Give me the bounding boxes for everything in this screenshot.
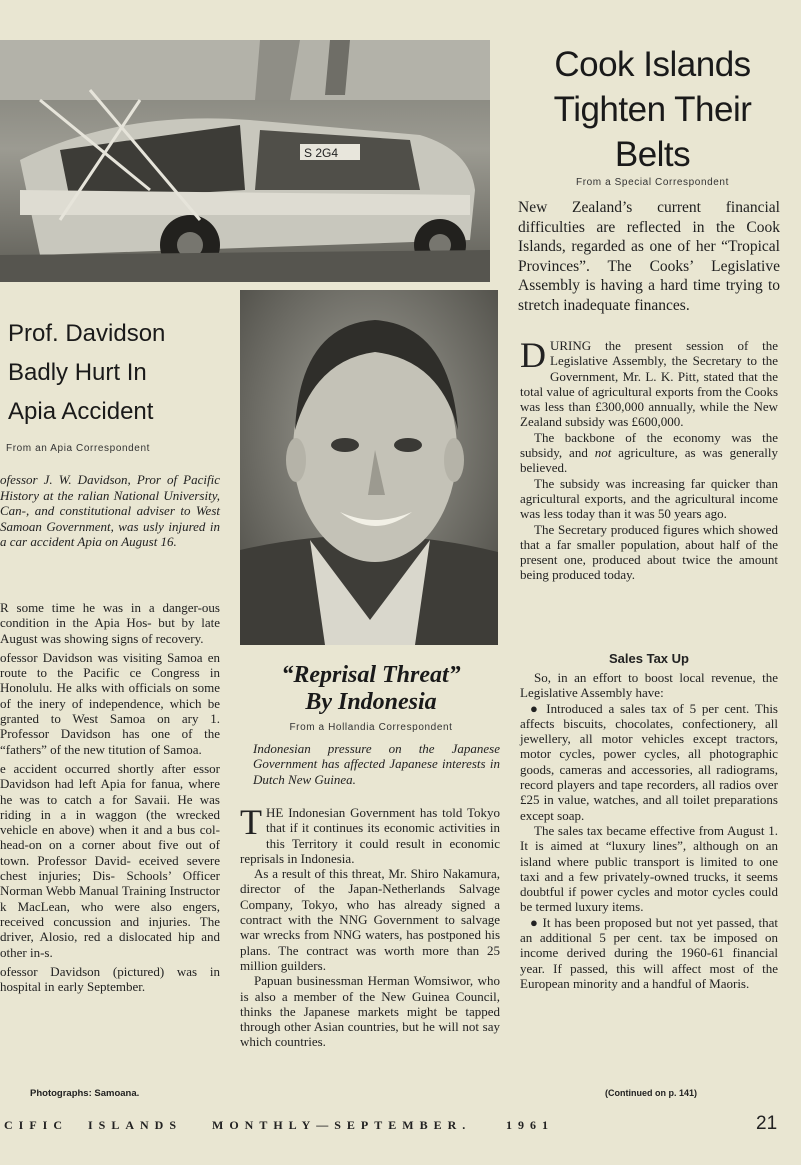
footer-issue: MONTHLY—SEPTEMBER.	[212, 1118, 472, 1132]
cook-paragraph: The sales tax became effective from August 1. It is aimed at “luxury lines”, although on an island where public transport is limited to one taxi and a few privately-owned trucks, it seems doubtful if power cycles and motor cycles could be termed luxury items.	[520, 822, 778, 915]
cook-paragraph: So, in an effort to boost local revenue, the Legislative Assembly have:	[520, 670, 778, 701]
footer-magazine-word: ISLANDS	[88, 1118, 183, 1132]
davidson-lead: ofessor J. W. Davidson, Pror of Pacific History at the ralian National University, Can-, and constitutional adviser to West Samoan Government, was usly injured in a car accident Apia on August 16.	[0, 472, 220, 549]
page-number: 21	[756, 1113, 778, 1134]
bullet-icon: ●	[530, 700, 541, 716]
cook-bullet-paragraph: ● It has been proposed but not yet passed, that an additional 5 per cent. tax be imposed on income derived during the 1960-61 financial year. If passed, this will affect most of the European minority and a handful of Maoris.	[520, 914, 779, 991]
footer-magazine-word: CIFIC	[4, 1118, 69, 1132]
davidson-paragraph: e accident occurred shortly after essor Davidson had left Apia for fanua, where he was to catch a for Savaii. He was riding in a in waggon (the wrecked vehicle en above) when it and a bus col- head-on on a corner about five out of town. Professor David- eceived severe chest injuries; Dis- Schools’ Officer Norman Webb Manual Training Instructor k MacLean, who were also engers, received concussion and injuries. The driver, Alosio, red a dislocated hip and other in-s.	[0, 760, 220, 960]
davidson-byline: From an Apia Correspondent	[6, 443, 151, 454]
reprisal-lead: Indonesian pressure on the Japanese Government has affected Japanese interests in Dutch New Guinea.	[253, 741, 500, 787]
sales-tax-subheading: Sales Tax Up	[609, 651, 689, 666]
continued-note: (Continued on p. 141)	[605, 1088, 697, 1098]
davidson-paragraph: ofessor Davidson (pictured) was in hospital in early September.	[0, 963, 220, 995]
reprisal-paragraph: Papuan businessman Herman Womsiwor, who is also a member of the New Guinea Council, thinks the Japanese markets might be tapped through other Asian countries, but he will not say which countries.	[240, 973, 500, 1050]
reprisal-headline: “Reprisal Threat” By Indonesia	[281, 662, 461, 715]
davidson-paragraph: ofessor Davidson was visiting Samoa en route to the Pacific ce Congress in Honolulu. He alks with officials on some of the inery of independence, which be granted to West Samoa on ary 1. Professor Davidson has one of the “fathers” of the new titution of Samoa.	[0, 649, 220, 757]
cook-islands-headline: Cook Islands Tighten Their Belts	[553, 45, 752, 174]
cook-paragraph: DURING the present session of the Legislative Assembly, the Secretary to the Government, Mr. L. K. Pitt, stated that the total value of agricultural exports from the Cooks was less than £300,000 annually, while the New Zealand subsidy was £600,000.	[520, 335, 778, 430]
reprisal-body	[240, 802, 500, 1050]
davidson-paragraph: R some time he was in a danger-ous condition in the Apia Hos- but by late August was showing signs of recovery.	[0, 600, 220, 646]
cook-islands-body	[520, 335, 779, 583]
reprisal-byline: From a Hollandia Correspondent	[289, 722, 453, 733]
cook-islands-intro: New Zealand’s current financial difficulties are reflected in the Cook Islands, regarded as one of her “Tropical Provinces”. The Cooks’ Legislative Assembly is having a hard time trying to stretch inadequate finances.	[518, 199, 780, 314]
car-wreck-photo	[0, 40, 490, 282]
footer-year: 1961	[506, 1118, 554, 1132]
license-plate-text: S 2G4	[304, 146, 339, 160]
davidson-body	[0, 600, 220, 994]
page-footer	[0, 1118, 801, 1140]
cook-bullet-paragraph: ● Introduced a sales tax of 5 per cent. This affects biscuits, chocolates, confectionery, all jewellery, all motor vehicles except tractors, motor cycles, power cycles, all photographic goods, cameras and accessories, all radiograms, record players and tape recorders, all radios over £25 in value, watches, and all toilet preparations except soap.	[520, 700, 778, 823]
bullet-icon: ●	[530, 914, 539, 930]
reprisal-paragraph: THE Indonesian Government has told Tokyo that if it continues its economic activities in this Territory it could result in economic reprisals in Indonesia.	[240, 802, 500, 866]
cook-paragraph: The Secretary produced figures which showed that a far smaller population, about half of the present one, produced about twice the amount being produced today.	[520, 521, 778, 583]
drop-cap: T	[240, 802, 262, 842]
drop-cap: D	[520, 335, 546, 375]
reprisal-paragraph: As a result of this threat, Mr. Shiro Nakamura, director of the Japan-Netherlands Salvage Company, Tokyo, who has already signed a contract with the NNG Government to salvage war wrecks from NNG waters, has postponed his plans. The contract was worth more than 25 million guilders.	[240, 866, 500, 973]
sales-tax-body	[520, 670, 778, 991]
cook-paragraph: The backbone of the economy was the subsidy, and not agriculture, as was generally believed.	[520, 429, 779, 476]
cook-paragraph: The subsidy was increasing far quicker than agricultural exports, and the agricultural income was less today than it was 50 years ago.	[520, 475, 778, 522]
photo-credit: Photographs: Samoana.	[30, 1088, 140, 1099]
davidson-headline: Prof. Davidson Badly Hurt In Apia Accident	[8, 320, 166, 425]
cook-islands-byline: From a Special Correspondent	[576, 177, 729, 188]
portrait-photo	[240, 290, 498, 645]
